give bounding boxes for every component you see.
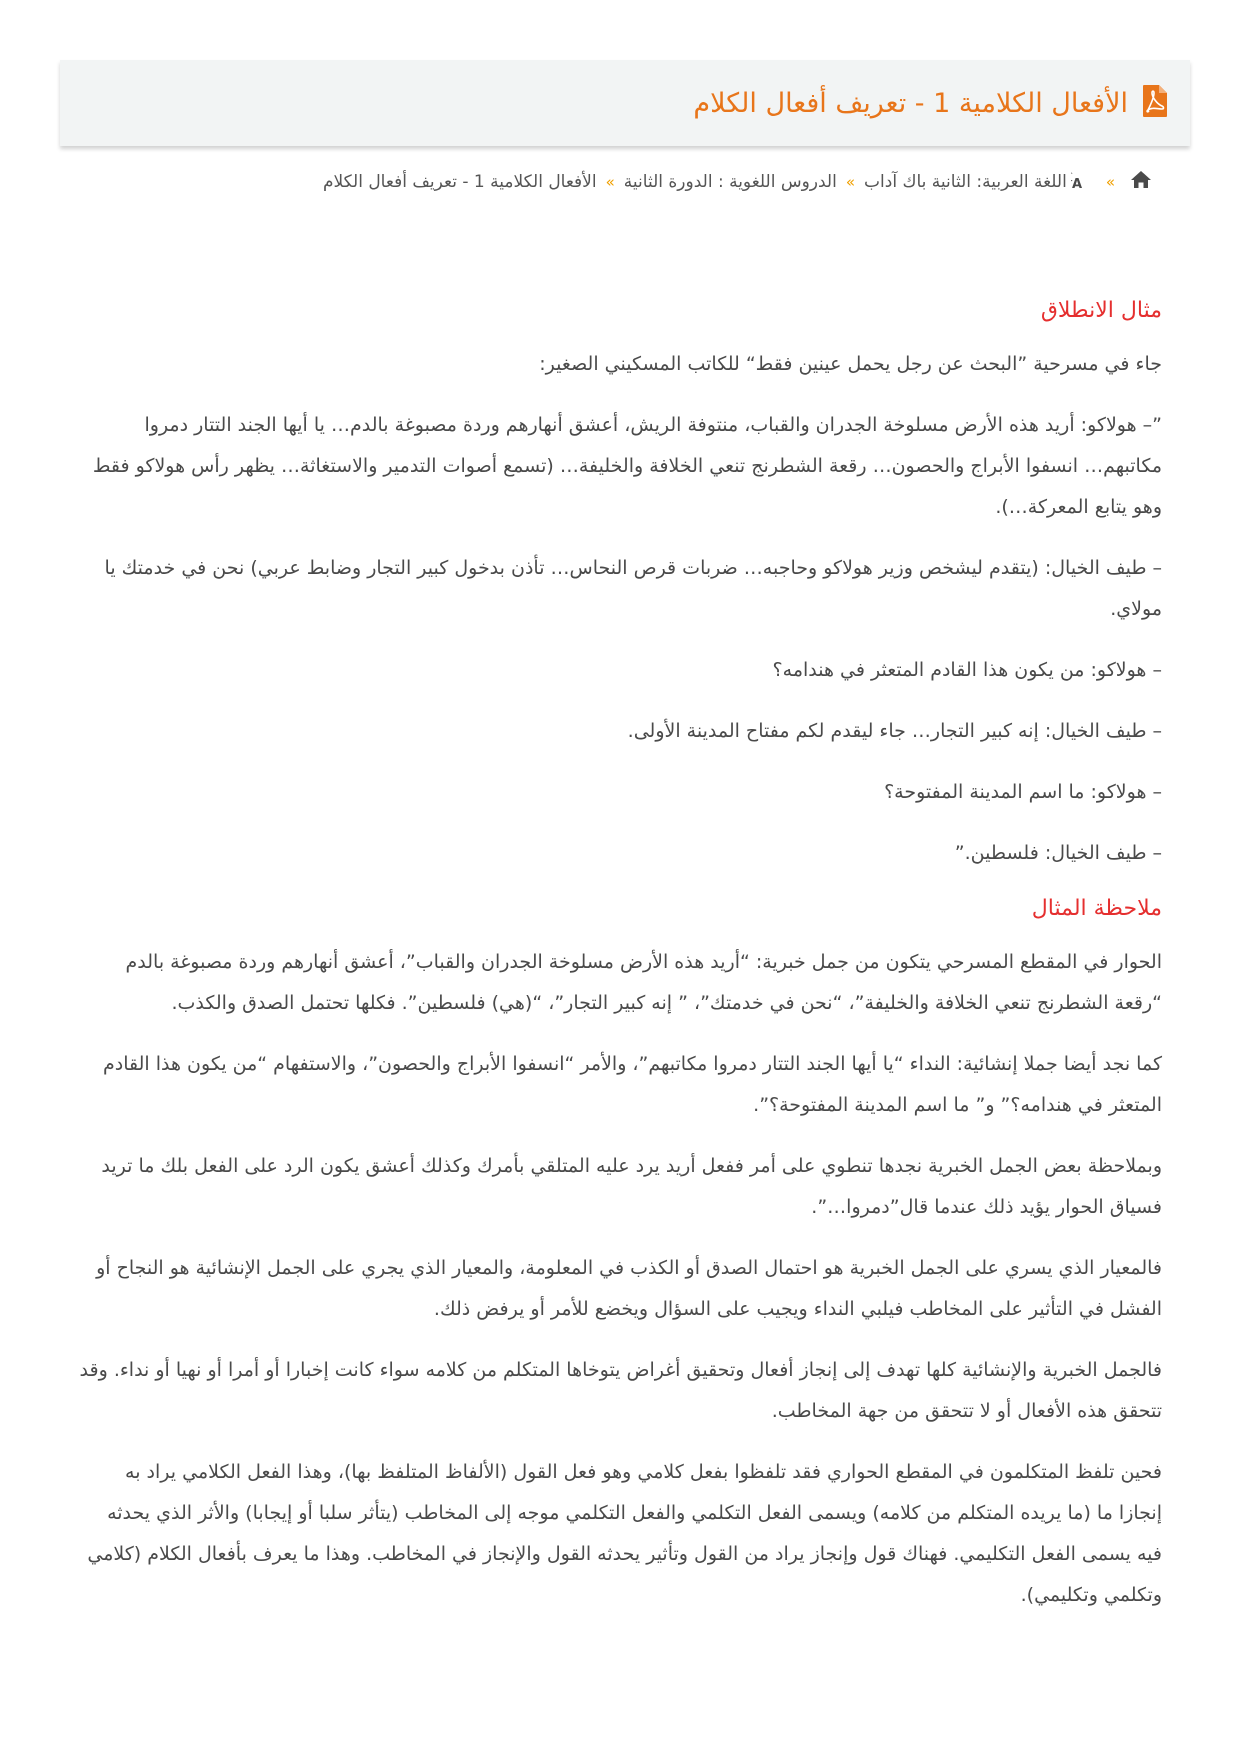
paragraph: – طيف الخيال: إنه كبير التجار… جاء ليقدم لكم مفتاح المدينة الأولى. bbox=[627, 720, 1162, 742]
paragraph: وبملاحظة بعض الجمل الخبرية نجدها تنطوي على أمر ففعل أريد يرد عليه المتلقي بأمرك وكذلك أعشق يكون الرد على الفعل بلك ما تريد فسياق الحوار يؤيد ذلك عندما قال”دمروا…”. bbox=[101, 1155, 1162, 1218]
page-header bbox=[60, 60, 1190, 146]
translate-icon bbox=[1067, 168, 1097, 195]
paragraph: جاء في مسرحية ”البحث عن رجل يحمل عينين فقط“ للكاتب المسكيني الصغير: bbox=[539, 353, 1162, 375]
breadcrumb bbox=[92, 168, 1152, 195]
page-title: الأفعال الكلامية 1 - تعريف أفعال الكلام bbox=[693, 87, 1128, 119]
paragraph: فحين تلفظ المتكلمون في المقطع الحواري فقد تلفظوا بفعل كلامي وهو فعل القول (الألفاظ المتلفظ بها)، وهذا الفعل الكلامي يراد به إنجازا ما (ما يريده المتكلم من كلامه) ويسمى الفعل التكلمي والفعل التكلمي موجه إلى المخاطب (يتأثر سلبا أو إيجابا) والأثر الذي يحدثه فيه يسمى الفعل التكليمي. فهناك قول وإنجاز يراد من القول وتأثير يحدثه القول والإنجاز في المخاطب. وهذا ما يعرف بأفعال الكلام (كلامي وتكلمي وتكليمي). bbox=[87, 1461, 1162, 1606]
breadcrumb-separator: » bbox=[1105, 172, 1115, 191]
breadcrumb-item-current: الأفعال الكلامية 1 - تعريف أفعال الكلام bbox=[322, 171, 597, 192]
paragraph: – طيف الخيال: (يتقدم ليشخص وزير هولاكو وحاجبه… ضربات قرص النحاس… تأذن بدخول كبير التجار وضابط عربي) نحن في خدمتك يا مولاي. bbox=[104, 557, 1162, 620]
paragraph: – هولاكو: ما اسم المدينة المفتوحة؟ bbox=[884, 781, 1162, 803]
paragraph: فالمعيار الذي يسري على الجمل الخبرية هو احتمال الصدق أو الكذب في المعلومة، والمعيار الذي يجري على الجمل الإنشائية هو النجاح أو الفشل في التأثير على المخاطب فيلبي النداء ويجيب على السؤال ويخضع للأمر أو يرفض ذلك. bbox=[96, 1257, 1162, 1320]
breadcrumb-item-category[interactable]: الدروس اللغوية : الدورة الثانية bbox=[623, 171, 837, 192]
paragraph: كما نجد أيضا جملا إنشائية: النداء “يا أيها الجند التتار دمروا مكاتبهم”، والأمر “انسفوا الأبراج والحصون”، والاستفهام “من يكون هذا القادم المتعثر في هندامه؟” و” ما اسم المدينة المفتوحة؟”. bbox=[103, 1053, 1162, 1116]
breadcrumb-separator: » bbox=[845, 172, 856, 191]
svg-text:A: A bbox=[1071, 177, 1082, 190]
breadcrumb-item-subject[interactable]: اللغة العربية: الثانية باك آداب bbox=[864, 171, 1067, 192]
lesson-content bbox=[77, 296, 1162, 1636]
paragraph: – هولاكو: من يكون هذا القادم المتعثر في هندامه؟ bbox=[772, 659, 1162, 681]
paragraph: ”– هولاكو: أريد هذه الأرض مسلوخة الجدران والقباب، منتوفة الريش، أعشق أنهارهم وردة مصبوغة بالدم… يا أيها الجند التتار دمروا مكاتبهم… انسفوا الأبراج والحصون… رقعة الشطرنج تنعي الخلافة والخليفة… (تسمع أصوات التدمير والاستغاثة… يظهر رأس هولاكو فقط وهو يتابع المعركة…). bbox=[92, 414, 1162, 518]
paragraph: – طيف الخيال: فلسطين.” bbox=[954, 842, 1162, 864]
home-icon[interactable] bbox=[1124, 169, 1152, 194]
paragraph: الحوار في المقطع المسرحي يتكون من جمل خبرية: “أريد هذه الأرض مسلوخة الجدران والقباب”، أعشق أنهارهم وردة مصبوغة بالدم “رقعة الشطرنج تنعي الخلافة والخليفة”، “نحن في خدمتك”، ” إنه كبير التجار”، “(هي) فلسطين”. فكلها تحتمل الصدق والكذب. bbox=[125, 951, 1162, 1014]
section-heading-example-observation: ملاحظة المثال bbox=[1031, 896, 1162, 921]
paragraph: فالجمل الخبرية والإنشائية كلها تهدف إلى إنجاز أفعال وتحقيق أغراض يتوخاها المتكلم من كلامه سواء كانت إخبارا أو أمرا أو نهيا أو نداء. وقد تتحقق هذه الأفعال أو لا تتحقق من جهة المخاطب. bbox=[79, 1359, 1162, 1422]
breadcrumb-separator: » bbox=[605, 172, 615, 191]
section-heading-starting-example: مثال الانطلاق bbox=[1040, 298, 1162, 323]
pdf-file-icon[interactable] bbox=[1128, 84, 1168, 122]
